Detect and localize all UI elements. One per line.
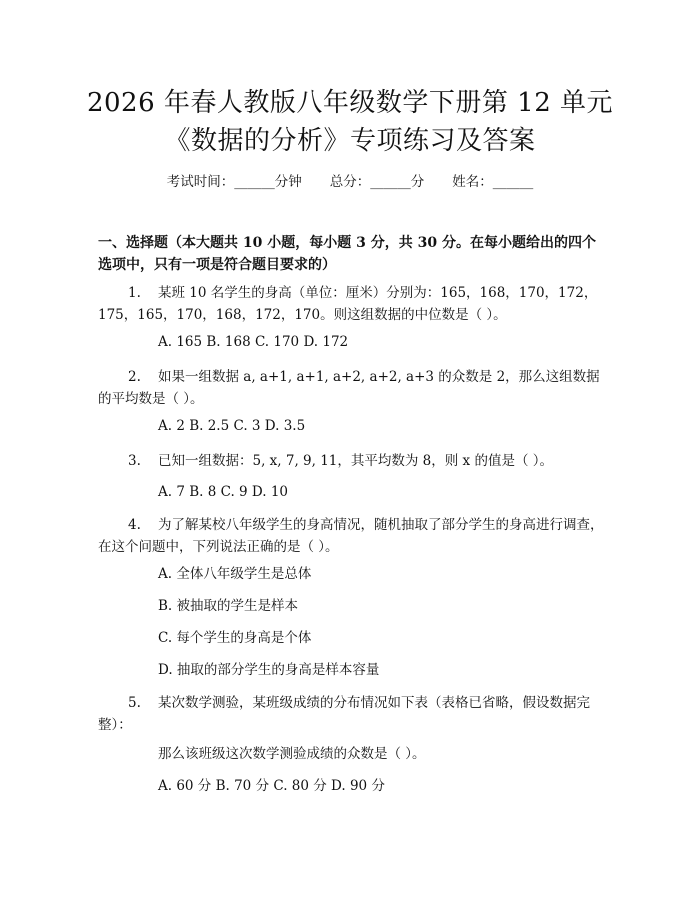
student-name-field: 姓名：______ (452, 174, 534, 190)
question-4 (98, 514, 608, 558)
exam-time-field: 考试时间：______分钟 (166, 174, 302, 190)
question-1 (98, 282, 608, 326)
question-4-option-d: D. 抽取的部分学生的身高是样本容量 (158, 662, 380, 678)
question-4-option-c: C. 每个学生的身高是个体 (158, 630, 312, 646)
question-number: 4. (128, 517, 141, 533)
question-4-option-a: A. 全体八年级学生是总体 (158, 566, 312, 582)
question-4-option-b: B. 被抽取的学生是样本 (158, 598, 299, 614)
question-5-options: A. 60 分 B. 70 分 C. 80 分 D. 90 分 (158, 778, 385, 794)
question-2 (98, 366, 608, 410)
page-title-line1: 2026 年春人教版八年级数学下册第 12 单元 (86, 88, 614, 118)
question-number: 5. (128, 695, 141, 711)
question-3-options: A. 7 B. 8 C. 9 D. 10 (158, 484, 289, 500)
question-1-options: A. 165 B. 168 C. 170 D. 172 (158, 334, 349, 350)
question-number: 1. (128, 285, 141, 301)
question-5 (98, 692, 608, 736)
question-text: 已知一组数据：5, x, 7, 9, 11，其平均数为 8，则 x 的值是（ ）。 (158, 453, 554, 469)
page-title-line2: 《数据的分析》专项练习及答案 (164, 126, 536, 156)
question-3 (98, 450, 608, 472)
question-number: 3. (128, 453, 141, 469)
question-text: 如果一组数据 a, a+1, a+1, a+2, a+2, a+3 的众数是 2，那么这组数据的平均数是（ ）。 (98, 369, 600, 407)
section-heading: 一、选择题（本大题共 10 小题，每小题 3 分，共 30 分。在每小题给出的四个选项中，只有一项是符合题目要求的） (98, 235, 596, 273)
question-2-options: A. 2 B. 2.5 C. 3 D. 3.5 (158, 418, 306, 434)
total-score-field: 总分：______分 (329, 174, 425, 190)
question-text: 为了解某校八年级学生的身高情况，随机抽取了部分学生的身高进行调查，在这个问题中，下列说法正确的是（ ）。 (98, 517, 604, 555)
question-text: 某班 10 名学生的身高（单位：厘米）分别为：165，168，170，172，175，165，170，168，172，170。则这组数据的中位数是（ ）。 (98, 285, 598, 323)
exam-info-bar (0, 170, 700, 190)
question-text: 某次数学测验，某班级成绩的分布情况如下表（表格已省略，假设数据完整）： (98, 695, 590, 733)
question-5-subtext: 那么该班级这次数学测验成绩的众数是（ ）。 (158, 746, 426, 762)
question-number: 2. (128, 369, 141, 385)
